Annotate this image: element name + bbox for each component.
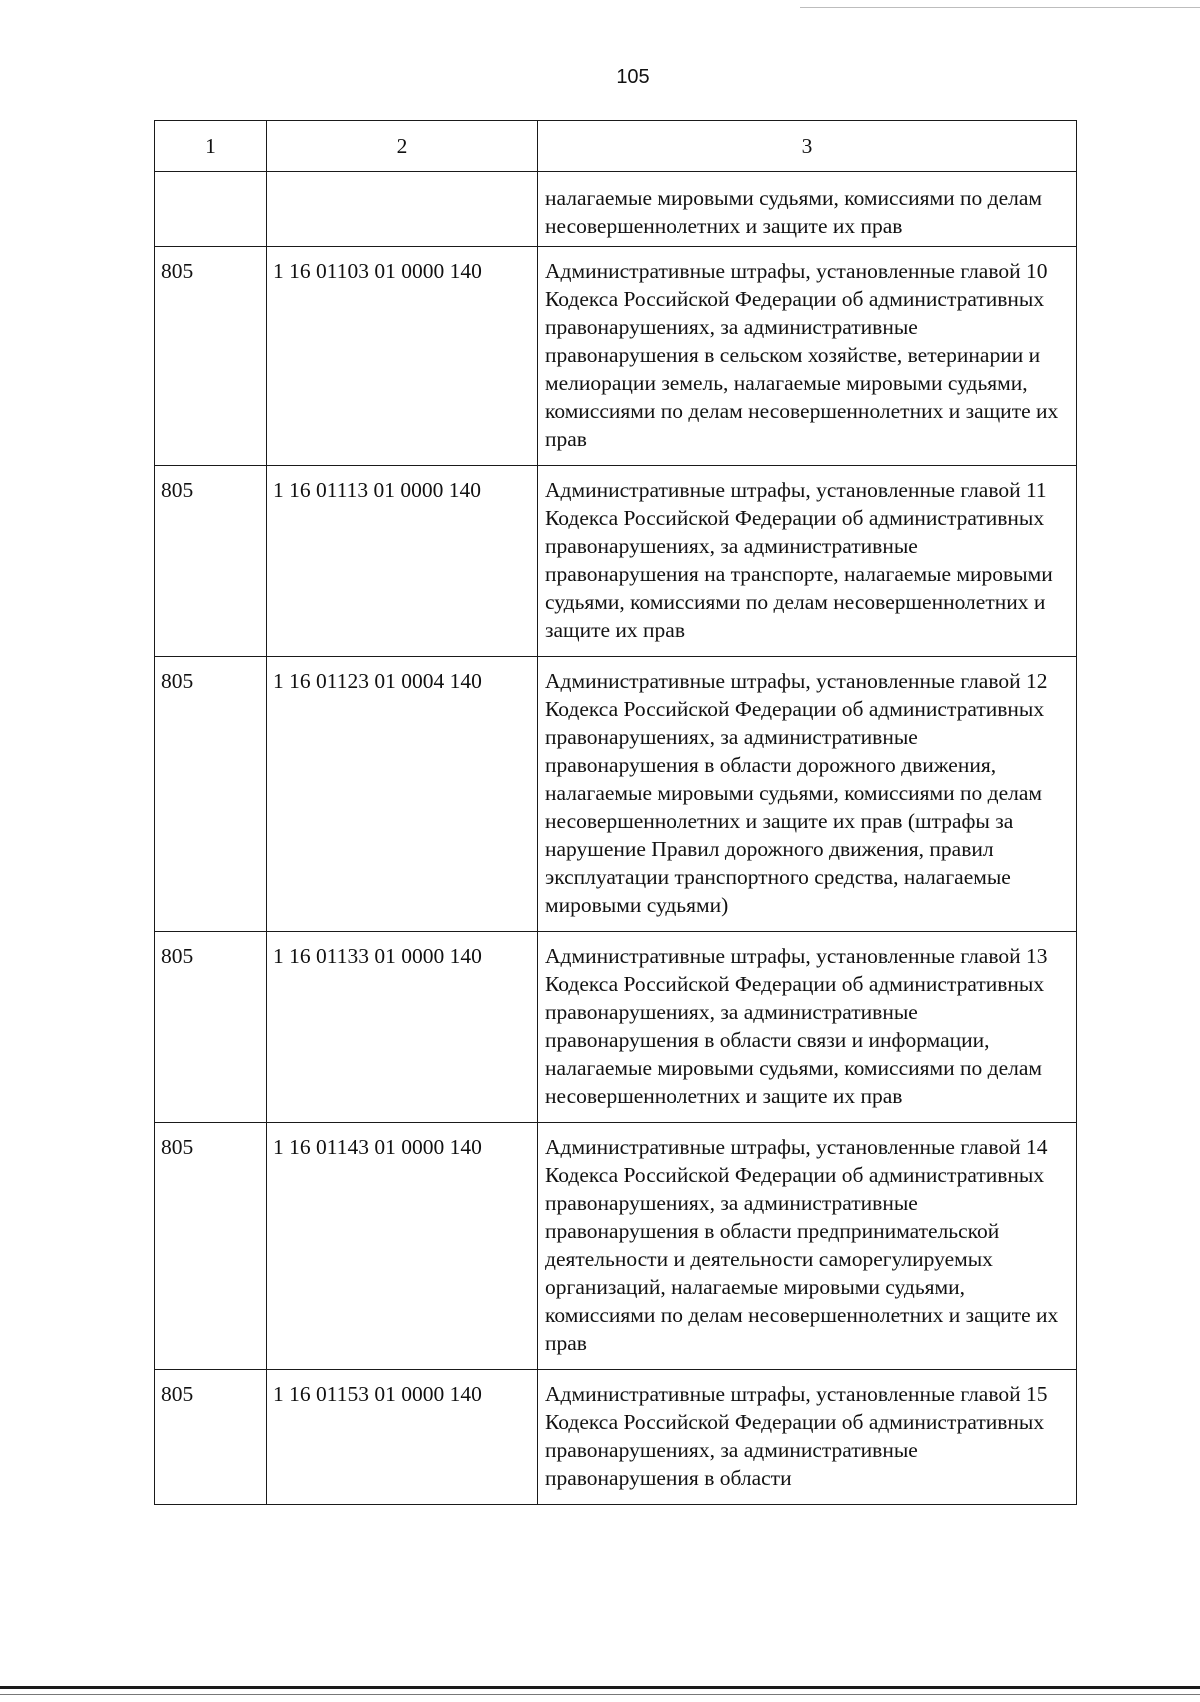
fines-table [154, 120, 1077, 1505]
description-cell: Административные штрафы, установленные главой 13 Кодекса Российской Федерации об административных правонарушениях, за административные правонарушения в области связи и информации, налагаемые мировыми судьями, комиссиями по делам несовершеннолетних и защите их прав [538, 932, 1077, 1123]
header-row [155, 121, 1077, 172]
continuation-admin-cell [155, 172, 267, 247]
description-cell: Административные штрафы, установленные главой 12 Кодекса Российской Федерации об административных правонарушениях, за административные правонарушения в области дорожного движения, налагаемые мировыми судьями, комиссиями по делам несовершеннолетних и защите их прав (штрафы за нарушение Правил дорожного движения, правил эксплуатации транспортного средства, налагаемые мировыми судьями) [538, 657, 1077, 932]
table-row [155, 1123, 1077, 1370]
scan-bottom-rule-thin [0, 1694, 1200, 1695]
column-header-3: 3 [538, 121, 1077, 172]
description-cell: Административные штрафы, установленные главой 15 Кодекса Российской Федерации об административных правонарушениях, за административные правонарушения в области [538, 1370, 1077, 1505]
table-row [155, 247, 1077, 466]
continuation-description-cell: налагаемые мировыми судьями, комиссиями по делам несовершеннолетних и защите их прав [538, 172, 1077, 247]
admin-code-cell: 805 [155, 1370, 267, 1505]
table-row [155, 1370, 1077, 1505]
admin-code-cell: 805 [155, 657, 267, 932]
budget-code-cell: 1 16 01123 01 0004 140 [267, 657, 538, 932]
admin-code-cell: 805 [155, 1123, 267, 1370]
table-row [155, 657, 1077, 932]
budget-code-cell: 1 16 01143 01 0000 140 [267, 1123, 538, 1370]
continuation-row [155, 172, 1077, 247]
continuation-code-cell [267, 172, 538, 247]
description-cell: Административные штрафы, установленные главой 10 Кодекса Российской Федерации об административных правонарушениях, за административные правонарушения в сельском хозяйстве, ветеринарии и мелиорации земель, налагаемые мировыми судьями, комиссиями по делам несовершеннолетних и защите их прав [538, 247, 1077, 466]
page-number: 105 [616, 66, 650, 88]
budget-code-cell: 1 16 01153 01 0000 140 [267, 1370, 538, 1505]
table-row [155, 466, 1077, 657]
admin-code-cell: 805 [155, 932, 267, 1123]
scan-bottom-rule [0, 1686, 1200, 1689]
budget-code-cell: 1 16 01103 01 0000 140 [267, 247, 538, 466]
scan-top-rule [800, 7, 1200, 8]
admin-code-cell: 805 [155, 466, 267, 657]
budget-code-cell: 1 16 01133 01 0000 140 [267, 932, 538, 1123]
description-cell: Административные штрафы, установленные главой 14 Кодекса Российской Федерации об административных правонарушениях, за административные правонарушения в области предпринимательской деятельности и деятельности саморегулируемых организаций, налагаемые мировыми судьями, комиссиями по делам несовершеннолетних и защите их прав [538, 1123, 1077, 1370]
table-row [155, 932, 1077, 1123]
budget-code-cell: 1 16 01113 01 0000 140 [267, 466, 538, 657]
admin-code-cell: 805 [155, 247, 267, 466]
description-cell: Административные штрафы, установленные главой 11 Кодекса Российской Федерации об административных правонарушениях, за административные правонарушения на транспорте, налагаемые мировыми судьями, комиссиями по делам несовершеннолетних и защите их прав [538, 466, 1077, 657]
column-header-2: 2 [267, 121, 538, 172]
column-header-1: 1 [155, 121, 267, 172]
